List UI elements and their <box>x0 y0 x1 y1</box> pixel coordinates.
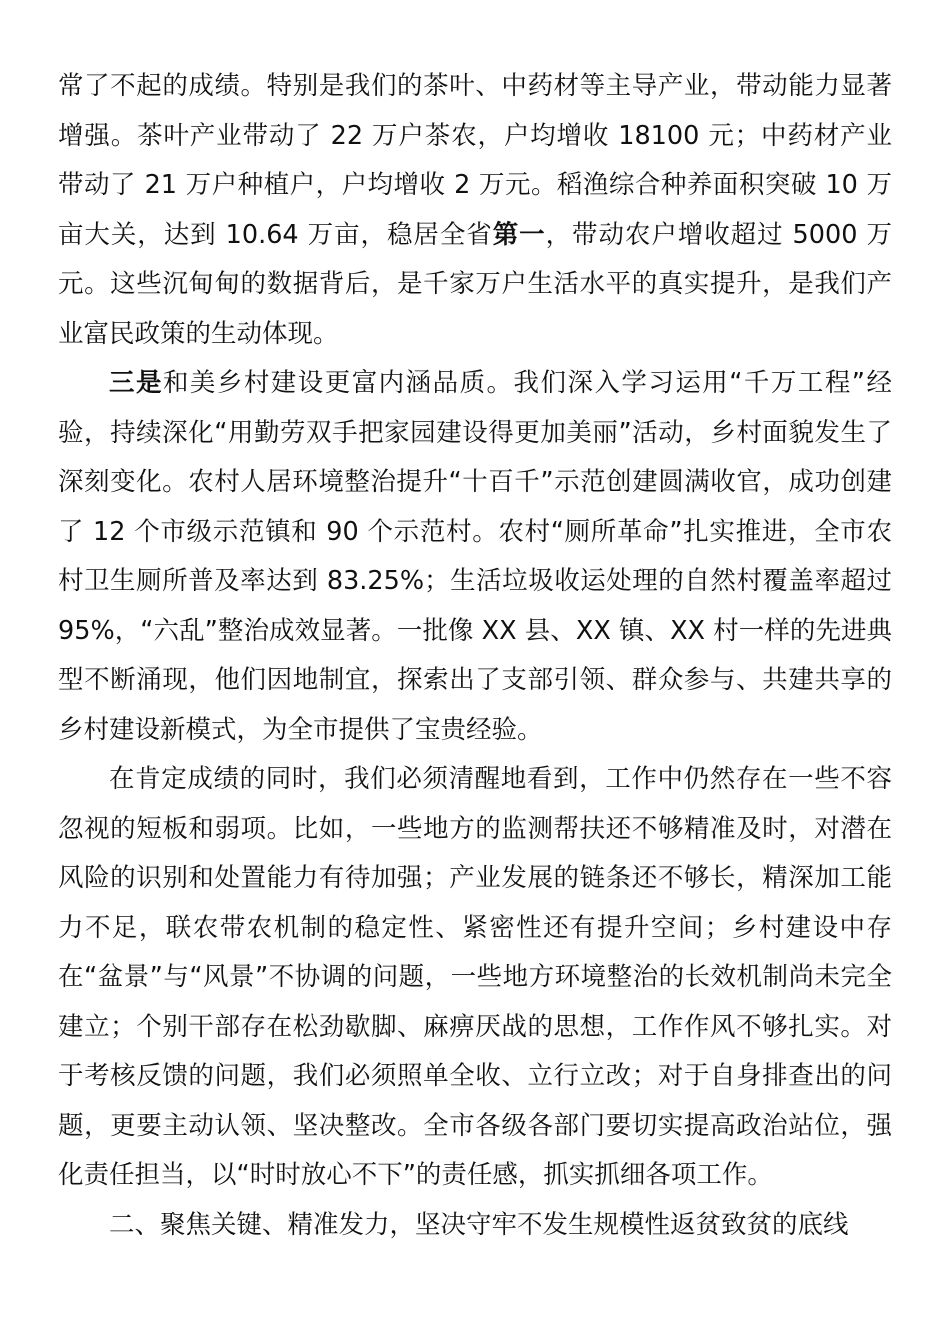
bold-lead-label: 三是 <box>109 368 163 398</box>
document-page <box>58 62 892 1250</box>
bold-inline-first: 第一 <box>492 219 546 250</box>
paragraph-rural-construction <box>58 359 892 755</box>
paragraph-industry-results <box>58 62 892 359</box>
paragraph-shortcomings <box>58 755 892 1201</box>
paragraph-text-after: ，带动农户增收超过 5000 万元。这些沉甸甸的数据背后，是千家万户生活水平的真实提升，是我们产业富民政策的生动体现。 <box>58 219 892 349</box>
paragraph-text: 和美乡村建设更富内涵品质。我们深入学习运用“千万工程”经验，持续深化“用勤劳双手把家园建设得更加美丽”活动，乡村面貌发生了深刻变化。农村人居环境整治提升“十百千”示范创建圆满收官，成功创建了 12 个市级示范镇和 90 个示范村。农村“厕所革命”扎实推进，全市农村卫生厕所普及率达到 83.25%；生活垃圾收运处理的自然村覆盖率超过 95%，“六乱”整治成效显著。一批像 XX 县、XX 镇、XX 村一样的先进典型不断涌现，他们因地制宜，探索出了支部引领、群众参与、共建共享的乡村建设新模式，为全市提供了宝贵经验。 <box>58 368 892 745</box>
section-heading-text: 二、聚焦关键、精准发力，坚决守牢不发生规模性返贫致贫的底线 <box>109 1209 849 1240</box>
section-heading-2 <box>58 1201 892 1251</box>
paragraph-text: 常了不起的成绩。特别是我们的茶叶、中药材等主导产业，带动能力显著增强。茶叶产业带动了 22 万户茶农，户均增收 18100 元；中药材产业带动了 21 万户种植户，户均增收 2 万元。稻渔综合种养面积突破 10 万亩大关，达到 10.64 万亩，稳居全省 <box>58 71 892 250</box>
paragraph-text: 在肯定成绩的同时，我们必须清醒地看到，工作中仍然存在一些不容忽视的短板和弱项。比如，一些地方的监测帮扶还不够精准及时，对潜在风险的识别和处置能力有待加强；产业发展的链条还不够长，精深加工能力不足，联农带农机制的稳定性、紧密性还有提升空间；乡村建设中存在“盆景”与“风景”不协调的问题，一些地方环境整治的长效机制尚未完全建立；个别干部存在松劲歇脚、麻痹厌战的思想，工作作风不够扎实。对于考核反馈的问题，我们必须照单全收、立行立改；对于自身排查出的问题，更要主动认领、坚决整改。全市各级各部门要切实提高政治站位，强化责任担当，以“时时放心不下”的责任感，抓实抓细各项工作。 <box>58 764 892 1190</box>
